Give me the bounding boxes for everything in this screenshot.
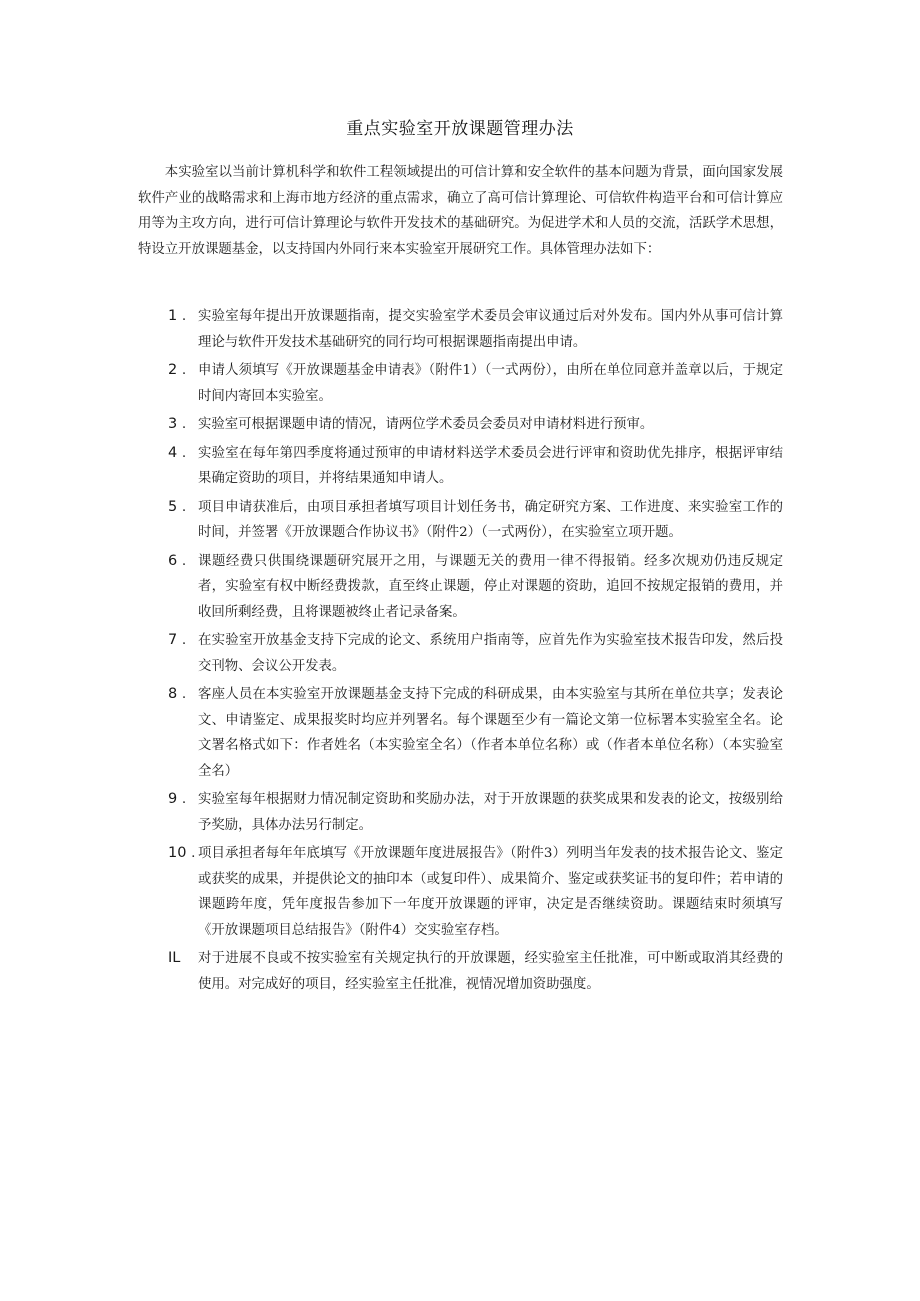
item-text: 对于进展不良或不按实验室有关规定执行的开放课题，经实验室主任批准，可中断或取消其经费的使用。对完成好的项目，经实验室主任批准，视情况增加资助强度。 [198,951,783,992]
item-text: 实验室在每年第四季度将通过预审的申请材料送学术委员会进行评审和资助优先排序，根据评审结果确定资助的项目，并将结果通知申请人。 [198,445,783,486]
item-number-separator: . [181,499,187,515]
regulation-item [168,441,783,492]
item-number [168,304,186,330]
item-number-value: 5 [168,498,178,515]
item-number-separator: . [191,846,196,861]
item-number [168,412,186,438]
regulation-item [168,358,783,409]
regulation-item [168,628,783,679]
regulation-item [168,787,783,838]
regulation-item [168,841,783,943]
item-number-separator: . [181,417,187,432]
item-number-separator: . [181,363,187,378]
item-text: 项目承担者每年年底填写《开放课题年度进展报告》（附件3）列明当年发表的技术报告论文、鉴定或获奖的成果，并提供论文的抽印本（或复印件）、成果简介、鉴定或获奖证书的复印件；若申请的课题跨年度，凭年度报告参加下一年度开放课题的评审，决定是否继续资助。课题结束时须填写《开放课题项目总结报告》（附件4）交实验室存档。 [198,846,783,938]
item-number-separator: . [181,687,187,702]
item-number [168,682,186,708]
regulation-item [168,549,783,626]
item-number [168,549,186,575]
item-text: 项目申请获准后，由项目承担者填写项目计划任务书，确定研究方案、工作进度、来实验室工作的时间，并签署《开放课题合作协议书》（附件2）（一式两份），在实验室立项开题。 [198,499,783,540]
item-number-value: 8 [168,686,178,702]
item-number-value: 9 [168,791,178,807]
intro-paragraph: 本实验室以当前计算机科学和软件工程领域提出的可信计算和安全软件的基本问题为背景，面向国家发展软件产业的战略需求和上海市地方经济的重点需求，确立了高可信计算理论、可信软件构造平台和可信计算应用等为主攻方向，进行可信计算理论与软件开发技术的基础研究。为促进学术和人员的交流，活跃学术思想，特设立开放课题基金，以支持国内外同行来本实验室开展研究工作。具体管理办法如下： [138,165,783,257]
item-number-value: 1 [168,308,178,324]
item-number-value: 4 [168,444,178,461]
item-number-value: 6 [168,552,178,569]
item-number [168,841,195,867]
item-number [168,628,186,654]
item-number-value: IL [168,950,181,966]
regulation-item [168,682,783,784]
item-number-separator: . [181,309,187,324]
regulation-list [168,304,783,1000]
item-number-value: 10 [168,845,187,861]
item-number-separator: . [181,445,187,461]
item-text: 客座人员在本实验室开放课题基金支持下完成的科研成果，由本实验室与其所在单位共享；发表论文、申请鉴定、成果报奖时均应并列署名。每个课题至少有一篇论文第一位标署本实验室全名。论文署名格式如下：作者姓名（本实验室全名）（作者本单位名称）或（作者本单位名称）（本实验室全名） [198,687,783,779]
item-text: 实验室每年根据财力情况制定资助和奖励办法，对于开放课题的获奖成果和发表的论文，按级别给予奖励，具体办法另行制定。 [198,792,783,833]
regulation-item [168,495,783,546]
item-number [168,946,180,972]
item-number-separator: . [181,553,187,569]
item-number-value: 7 [168,632,178,648]
item-number-value: 3 [168,416,178,432]
regulation-item [168,946,783,997]
item-number-separator: . [181,633,187,648]
regulation-item [168,304,783,355]
item-text: 实验室每年提出开放课题指南，提交实验室学术委员会审议通过后对外发布。国内外从事可信计算理论与软件开发技术基础研究的同行均可根据课题指南提出申请。 [198,309,783,350]
item-number-value: 2 [168,362,178,378]
regulation-item [168,412,783,438]
document-title: 重点实验室开放课题管理办法 [346,119,574,139]
item-text: 课题经费只供围绕课题研究展开之用，与课题无关的费用一律不得报销。经多次规劝仍违反规定者，实验室有权中断经费拨款，直至终止课题，停止对课题的资助，追回不按规定报销的费用，并收回所剩经费，且将课题被终止者记录备案。 [198,553,783,620]
item-number [168,787,186,813]
item-number-separator: . [181,792,187,807]
item-number [168,358,186,384]
item-text: 在实验室开放基金支持下完成的论文、系统用户指南等，应首先作为实验室技术报告印发，然后投交刊物、会议公开发表。 [198,633,783,674]
item-number [168,441,186,467]
item-text: 实验室可根据课题申请的情况，请两位学术委员会委员对申请材料进行预审。 [198,417,654,432]
item-number [168,495,186,521]
item-text: 申请人须填写《开放课题基金申请表》（附件1）（一式两份），由所在单位同意并盖章以后，于规定时间内寄回本实验室。 [198,363,783,404]
